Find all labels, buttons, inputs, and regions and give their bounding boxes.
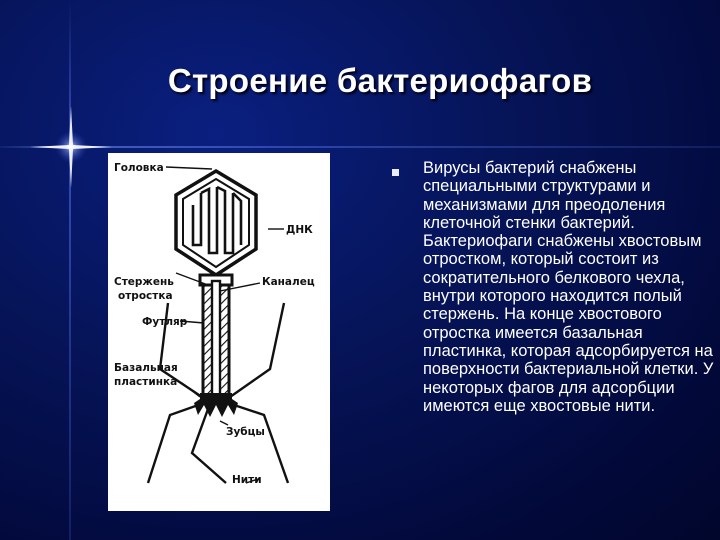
label-spikes: Зубцы bbox=[226, 426, 265, 438]
phage-drawing bbox=[108, 153, 330, 511]
label-sheath: Футляр bbox=[142, 316, 188, 328]
slide-title: Строение бактериофагов bbox=[167, 62, 593, 99]
bullet-text: Вирусы бактерий снабжены специальными структурами и механизмами для преодоления клеточной стенки бактерий. Бактериофаги снабжены хвостовым отростком, который состоит из сократительного белкового чехла, внутри которого находится полый стержень. На конце хвостового отростка имеется базальная пластинка, которая адсорбируется на поверхности бактериальной клетки. У некоторых фагов для адсорбции имеются еще хвостовые нити. bbox=[423, 159, 714, 415]
label-core-2: отростка bbox=[118, 290, 173, 302]
label-core-1: Стержень bbox=[114, 276, 174, 288]
phage-core bbox=[212, 281, 220, 401]
bullet-square-icon bbox=[392, 169, 399, 176]
dna-strand bbox=[193, 187, 241, 253]
label-baseplate-1: Базальная bbox=[114, 362, 178, 374]
label-dna: ДНК bbox=[286, 224, 313, 236]
label-baseplate-2: пластинка bbox=[114, 376, 178, 388]
phage-diagram bbox=[108, 153, 330, 511]
label-channel: Каналец bbox=[262, 276, 315, 288]
label-head: Головка bbox=[114, 162, 164, 174]
label-fibers: Нити bbox=[232, 474, 262, 486]
sparkle-icon bbox=[30, 106, 112, 188]
